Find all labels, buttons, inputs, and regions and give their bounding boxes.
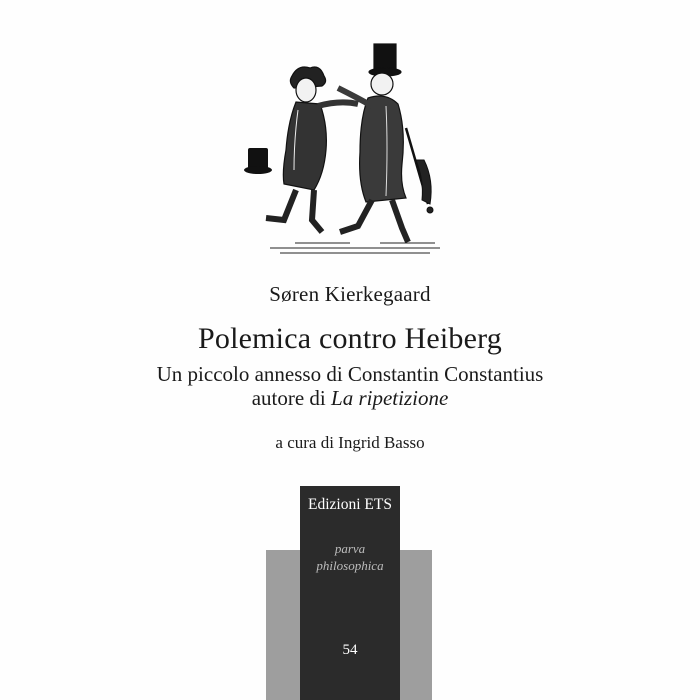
series-number: 54 (342, 642, 358, 658)
subtitle-line-1: Un piccolo annesso di Constantin Constantius (156, 362, 544, 386)
subtitle-line-2 (0, 386, 700, 410)
publisher-name: Edizioni ETS (308, 496, 392, 513)
editor-credit: a cura di Ingrid Basso (275, 433, 425, 452)
book-title: Polemica contro Heiberg (198, 322, 502, 355)
subtitle-work-title: La ripetizione (331, 386, 449, 410)
author-name: Søren Kierkegaard (269, 282, 431, 306)
publisher-panel (300, 486, 400, 700)
series-name (300, 540, 400, 574)
engraving-two-men-fighting-icon (240, 40, 450, 260)
book-subtitle (0, 362, 700, 410)
subtitle-prefix: autore di (251, 386, 332, 410)
series-line-2: philosophica (316, 558, 384, 573)
series-line-1: parva (334, 541, 366, 556)
